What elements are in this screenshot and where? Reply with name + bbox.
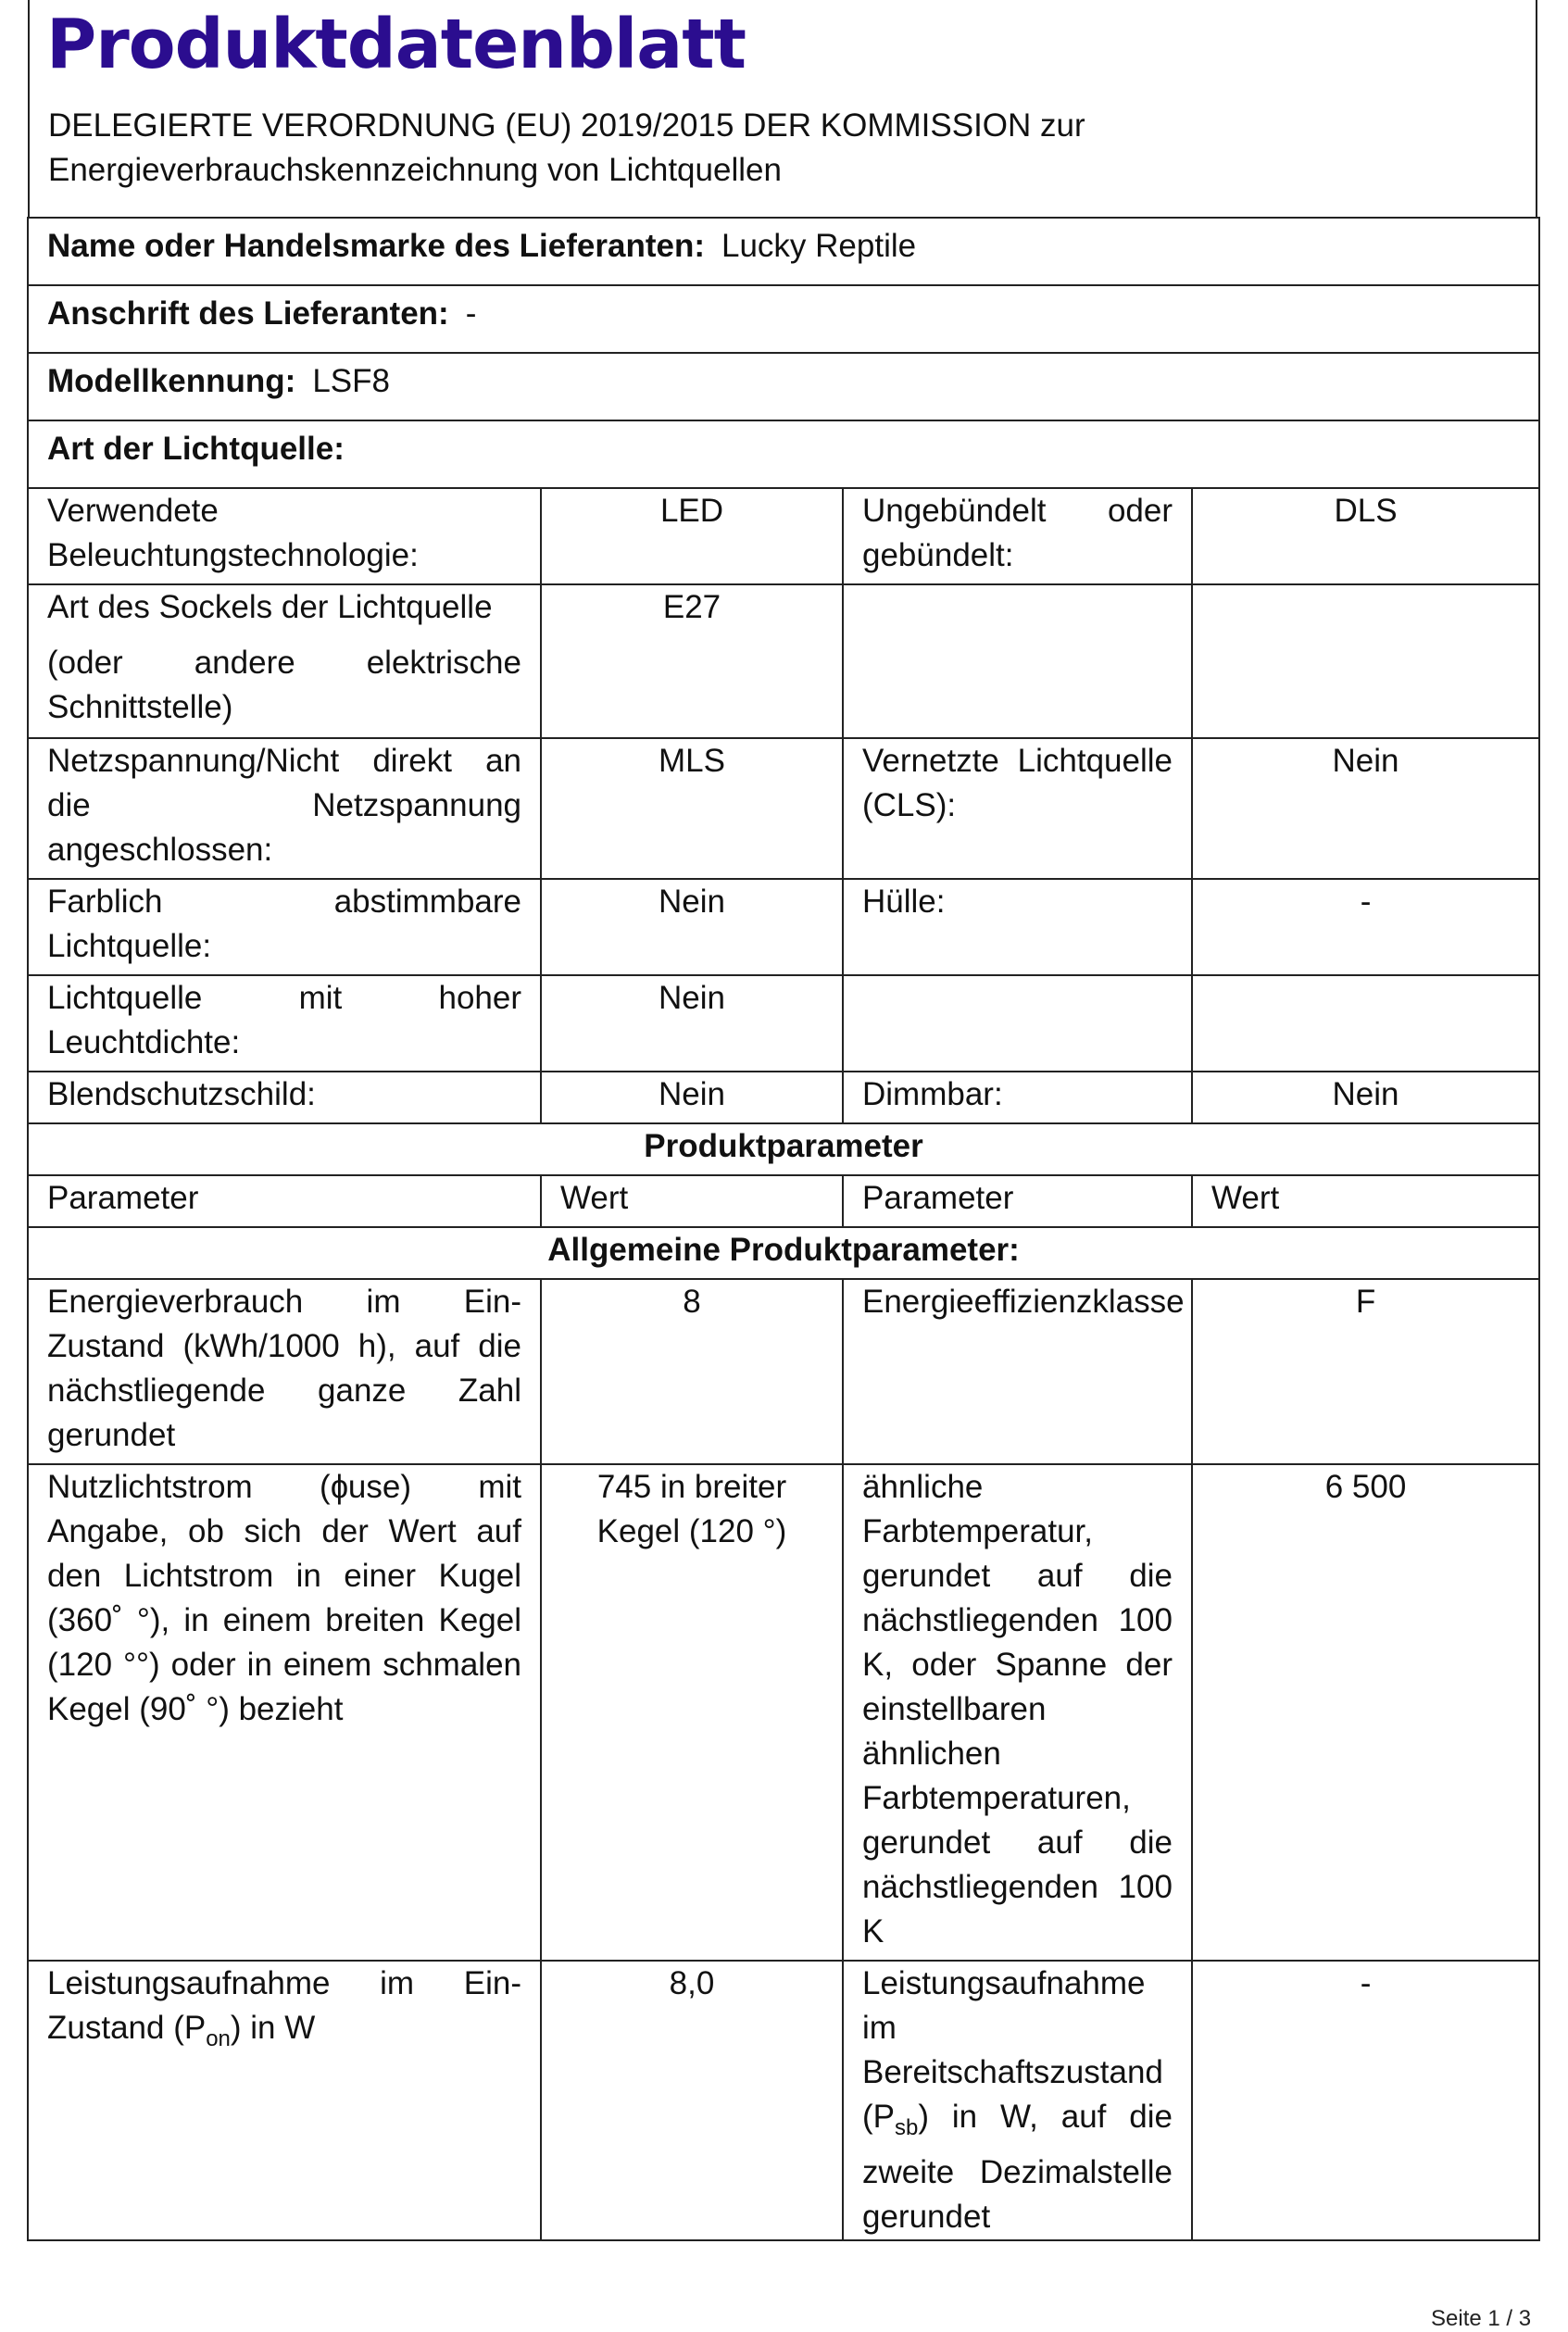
regulation-line-2: Energieverbrauchskennzeichnung von Lichtquellen xyxy=(48,152,782,188)
supplier-address-row xyxy=(28,285,1539,353)
supplier-address-value: - xyxy=(465,295,477,332)
standby-power-value: - xyxy=(1192,1961,1539,2240)
table-row xyxy=(28,584,1539,738)
dimmable-label: Dimmbar: xyxy=(843,1072,1192,1123)
connected-label: Vernetzte Lichtquelle (CLS): xyxy=(843,738,1192,879)
empty-cell xyxy=(843,584,1192,738)
luminous-flux-label: Nutzlichtstrom (ɸuse) mit Angabe, ob sich der Wert auf den Lichtstrom in einer Kugel (360˚ °), in einem breiten Kegel (120 °°) oder in einem schmalen Kegel (90˚ °) bezieht xyxy=(28,1464,541,1961)
table-row xyxy=(28,1961,1539,2240)
supplier-address-label: Anschrift des Lieferanten: xyxy=(47,295,449,332)
model-value: LSF8 xyxy=(312,363,390,399)
empty-cell xyxy=(1192,584,1539,738)
table-row xyxy=(28,879,1539,975)
colour-tunable-value: Nein xyxy=(541,879,843,975)
cap-label xyxy=(28,584,541,738)
energy-class-label: Energieeffizienzklasse xyxy=(843,1279,1192,1464)
envelope-value: - xyxy=(1192,879,1539,975)
envelope-label: Hülle: xyxy=(843,879,1192,975)
dimmable-value: Nein xyxy=(1192,1072,1539,1123)
section-heading-row xyxy=(28,1123,1539,1175)
general-params-heading: Allgemeine Produktparameter: xyxy=(28,1227,1539,1279)
column-header-row xyxy=(28,1175,1539,1227)
technology-label: Verwendete Beleuchtungstechnologie: xyxy=(28,488,541,584)
luminous-flux-value: 745 in breiter Kegel (120 °) xyxy=(541,1464,843,1961)
regulation-line-1: DELEGIERTE VERORDNUNG (EU) 2019/2015 DER KOMMISSION zur xyxy=(48,107,1085,144)
light-type-row xyxy=(28,420,1539,488)
model-row xyxy=(28,353,1539,420)
colour-temperature-label: ähnliche Farbtemperatur, gerundet auf die nächstliegenden 100 K, oder Spanne der einstellbaren ähnlichen Farbtemperaturen, gerundet auf die nächstliegenden 100 K xyxy=(843,1464,1192,1961)
high-luminance-value: Nein xyxy=(541,975,843,1072)
high-luminance-label: Lichtquelle mit hoher Leuchtdichte: xyxy=(28,975,541,1072)
standby-power-label: Leistungsaufnahme im Bereitschaftszustand $(P_{sb})$ in W, auf die zweite Dezimalstelle gerundet xyxy=(843,1961,1192,2240)
energy-consumption-value: 8 xyxy=(541,1279,843,1464)
cap-value: E27 xyxy=(541,584,843,738)
model-label: Modellkennung: xyxy=(47,363,296,399)
colour-temperature-value: 6 500 xyxy=(1192,1464,1539,1961)
energy-class-value: F xyxy=(1192,1279,1539,1464)
page-number: Seite 1 / 3 xyxy=(1431,2306,1532,2331)
directional-label: Ungebündelt oder gebündelt: xyxy=(843,488,1192,584)
anti-glare-label: Blendschutzschild: xyxy=(28,1072,541,1123)
product-params-heading: Produktparameter xyxy=(28,1123,1539,1175)
empty-cell xyxy=(843,975,1192,1072)
on-mode-power-label: Leistungsaufnahme im Ein-Zustand $(P_{on})$ in W xyxy=(28,1961,541,2240)
technology-value: LED xyxy=(541,488,843,584)
supplier-name-value: Lucky Reptile xyxy=(721,228,917,264)
light-type-label: Art der Lichtquelle: xyxy=(28,420,1539,488)
table-row xyxy=(28,1464,1539,1961)
table-row xyxy=(28,1072,1539,1123)
table-row xyxy=(28,1279,1539,1464)
supplier-name-row xyxy=(28,218,1539,285)
table-row xyxy=(28,738,1539,879)
regulation-intro xyxy=(48,104,1493,193)
mains-label: Netzspannung/Nicht direkt an die Netzspannung angeschlossen: xyxy=(28,738,541,879)
column-header: Wert xyxy=(1192,1175,1539,1227)
directional-value: DLS xyxy=(1192,488,1539,584)
table-row xyxy=(28,488,1539,584)
product-data-table xyxy=(27,217,1540,2241)
column-header: Parameter xyxy=(843,1175,1192,1227)
cap-label-line-2: (oder andere elektrische Schnittstelle) xyxy=(47,645,521,725)
energy-consumption-label: Energieverbrauch im Ein-Zustand (kWh/1000 h), auf die nächstliegende ganze Zahl gerundet xyxy=(28,1279,541,1464)
table-row xyxy=(28,975,1539,1072)
supplier-name-label: Name oder Handelsmarke des Lieferanten: xyxy=(47,228,705,264)
anti-glare-value: Nein xyxy=(541,1072,843,1123)
empty-cell xyxy=(1192,975,1539,1072)
column-header: Wert xyxy=(541,1175,843,1227)
section-heading-row xyxy=(28,1227,1539,1279)
page-title: Produktdatenblatt xyxy=(46,5,746,84)
connected-value: Nein xyxy=(1192,738,1539,879)
on-mode-power-value: 8,0 xyxy=(541,1961,843,2240)
column-header: Parameter xyxy=(28,1175,541,1227)
colour-tunable-label: Farblich abstimmbare Lichtquelle: xyxy=(28,879,541,975)
cap-label-line-1: Art des Sockels der Lichtquelle xyxy=(47,589,493,625)
mains-value: MLS xyxy=(541,738,843,879)
